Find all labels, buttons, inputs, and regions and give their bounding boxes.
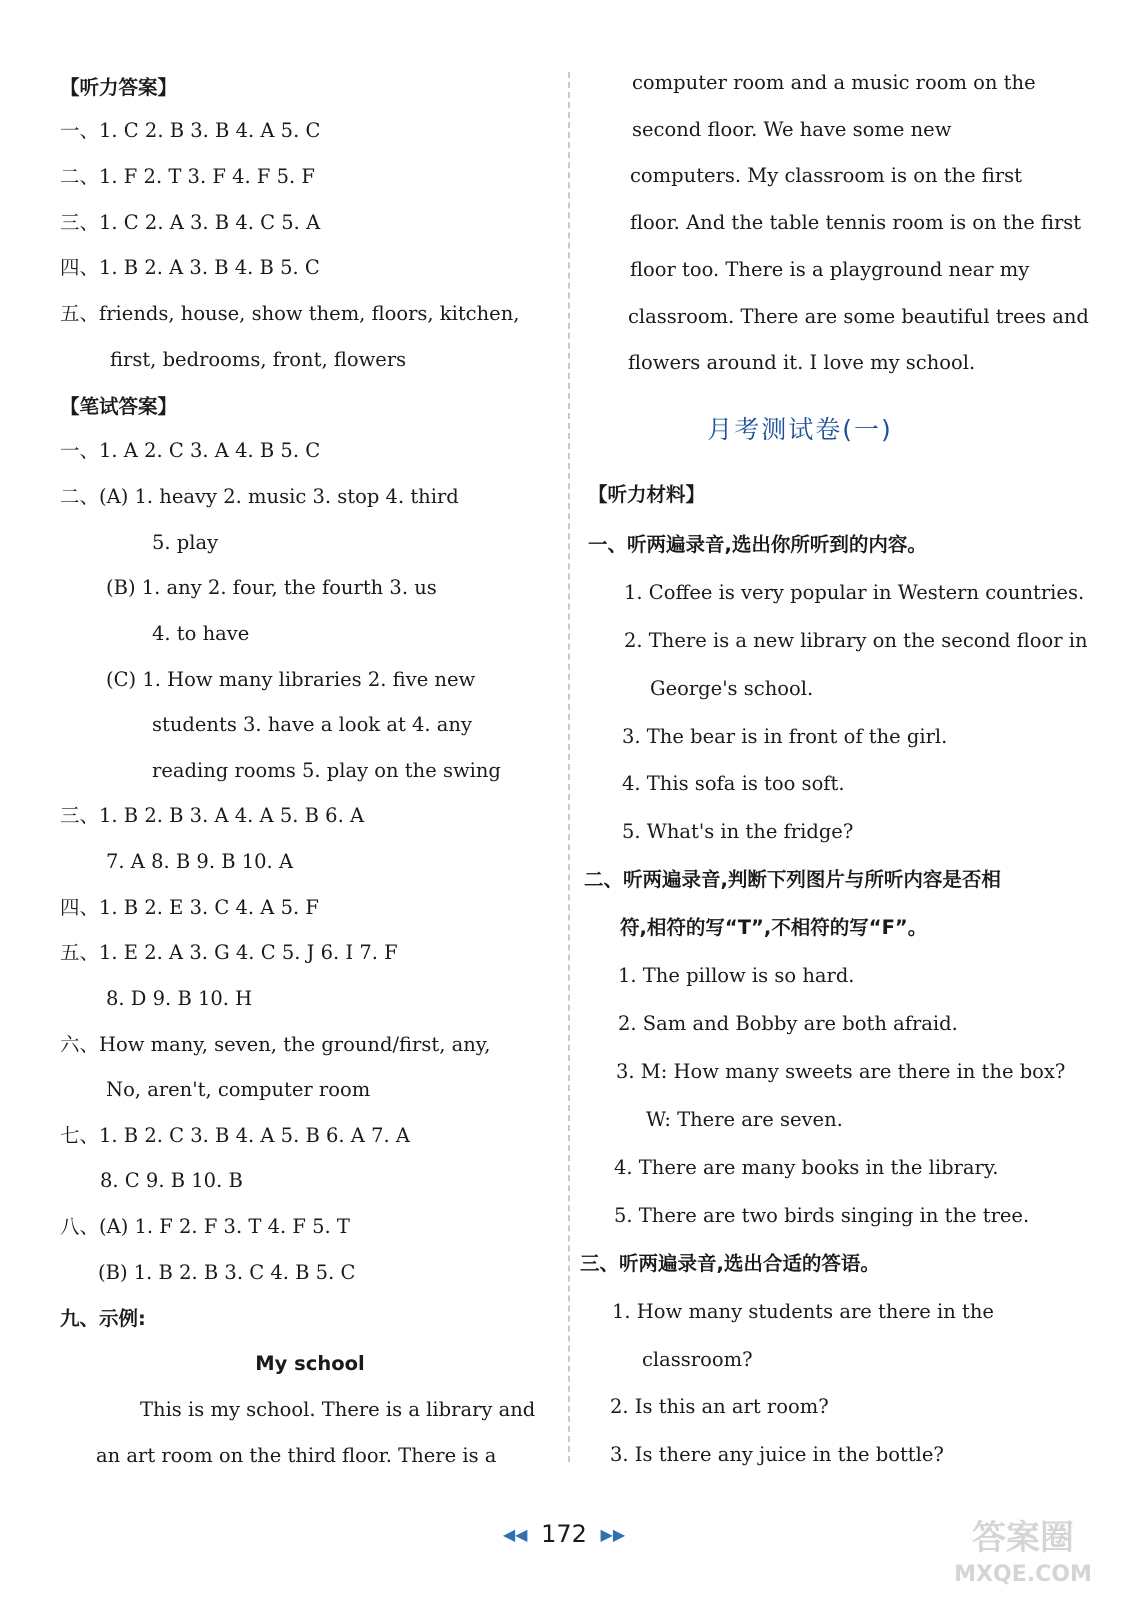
- essay-line: computer room and a music room on the: [632, 71, 1036, 94]
- answer-line: 8. D 9. B 10. H: [106, 987, 253, 1010]
- sample-essay-label: 九、示例:: [60, 1307, 146, 1330]
- answer-line: 四、1. B 2. A 3. B 4. B 5. C: [60, 256, 320, 279]
- essay-line: floor too. There is a playground near my: [630, 258, 1030, 281]
- transcript-line: 3. Is there any juice in the bottle?: [610, 1443, 944, 1466]
- essay-title: My school: [255, 1352, 365, 1375]
- essay-line: This is my school. There is a library and: [140, 1398, 536, 1421]
- answer-line: reading rooms 5. play on the swing: [152, 759, 501, 782]
- transcript-line: W: There are seven.: [646, 1108, 843, 1131]
- answer-line: (B) 1. any 2. four, the fourth 3. us: [106, 576, 437, 599]
- answer-line: 二、1. F 2. T 3. F 4. F 5. F: [60, 165, 315, 188]
- essay-line: floor. And the table tennis room is on the first: [630, 211, 1082, 234]
- transcript-line: 1. How many students are there in the: [612, 1300, 994, 1323]
- answer-line: first, bedrooms, front, flowers: [110, 348, 407, 371]
- page-number: 172: [541, 1520, 587, 1548]
- answer-line: 三、1. C 2. A 3. B 4. C 5. A: [60, 211, 321, 234]
- answer-line: 一、1. C 2. B 3. B 4. A 5. C: [60, 119, 321, 142]
- answer-line: (B) 1. B 2. B 3. C 4. B 5. C: [98, 1261, 356, 1284]
- answer-line: No, aren't, computer room: [106, 1078, 371, 1101]
- question-header: 二、听两遍录音,判断下列图片与所听内容是否相: [584, 868, 1001, 891]
- question-header: 一、听两遍录音,选出你所听到的内容。: [588, 533, 927, 556]
- answer-line: 二、(A) 1. heavy 2. music 3. stop 4. third: [60, 485, 459, 508]
- transcript-line: 3. M: How many sweets are there in the box?: [616, 1060, 1066, 1083]
- transcript-line: classroom?: [642, 1348, 753, 1371]
- answer-line: (C) 1. How many libraries 2. five new: [106, 668, 476, 691]
- transcript-line: George's school.: [650, 677, 814, 700]
- transcript-line: 1. The pillow is so hard.: [618, 964, 855, 987]
- transcript-line: 5. There are two birds singing in the tree.: [614, 1204, 1030, 1227]
- answer-line: 三、1. B 2. B 3. A 4. A 5. B 6. A: [60, 804, 365, 827]
- transcript-line: 4. This sofa is too soft.: [622, 772, 845, 795]
- transcript-line: 2. Is this an art room?: [610, 1395, 829, 1418]
- answer-line: 八、(A) 1. F 2. F 3. T 4. F 5. T: [60, 1215, 350, 1238]
- essay-line: flowers around it. I love my school.: [628, 351, 976, 374]
- answer-line: 四、1. B 2. E 3. C 4. A 5. F: [60, 896, 319, 919]
- essay-line: computers. My classroom is on the first: [630, 164, 1023, 187]
- listening-answers-header: 【听力答案】: [60, 76, 178, 99]
- transcript-line: 3. The bear is in front of the girl.: [622, 725, 948, 748]
- essay-line: an art room on the third floor. There is a: [96, 1444, 497, 1467]
- transcript-line: 2. There is a new library on the second floor in: [624, 629, 1088, 652]
- answer-line: 七、1. B 2. C 3. B 4. A 5. B 6. A 7. A: [60, 1124, 410, 1147]
- answer-line: 8. C 9. B 10. B: [100, 1169, 243, 1192]
- essay-line: classroom. There are some beautiful trees and: [628, 305, 1089, 328]
- next-arrows-icon: ▶▶: [600, 1525, 626, 1544]
- watermark-text-top: 答案圈: [972, 1518, 1074, 1558]
- answer-line: 六、How many, seven, the ground/first, any,: [60, 1033, 491, 1056]
- answer-line: 五、friends, house, show them, floors, kitchen,: [60, 302, 520, 325]
- essay-line: second floor. We have some new: [632, 118, 952, 141]
- transcript-line: 2. Sam and Bobby are both afraid.: [618, 1012, 958, 1035]
- written-answers-header: 【笔试答案】: [60, 395, 178, 418]
- prev-arrows-icon: ◀◀: [502, 1525, 528, 1544]
- transcript-line: 5. What's in the fridge?: [622, 820, 854, 843]
- answer-line: 4. to have: [152, 622, 250, 645]
- answer-line: students 3. have a look at 4. any: [152, 713, 472, 736]
- transcript-line: 4. There are many books in the library.: [614, 1156, 999, 1179]
- watermark-text-bottom: MXQE.COM: [954, 1562, 1092, 1587]
- answer-line: 5. play: [152, 531, 219, 554]
- answer-line: 7. A 8. B 9. B 10. A: [106, 850, 294, 873]
- column-divider: [568, 72, 570, 1462]
- section-title: 月考测试卷(一): [707, 415, 893, 444]
- watermark-logo: [938, 1509, 1108, 1589]
- question-header: 三、听两遍录音,选出合适的答语。: [580, 1252, 880, 1275]
- answer-line: 五、1. E 2. A 3. G 4. C 5. J 6. I 7. F: [60, 941, 398, 964]
- answer-line: 一、1. A 2. C 3. A 4. B 5. C: [60, 439, 321, 462]
- transcript-line: 1. Coffee is very popular in Western countries.: [624, 581, 1085, 604]
- question-header: 符,相符的写“T”,不相符的写“F”。: [620, 916, 928, 939]
- listening-material-header: 【听力材料】: [588, 483, 706, 506]
